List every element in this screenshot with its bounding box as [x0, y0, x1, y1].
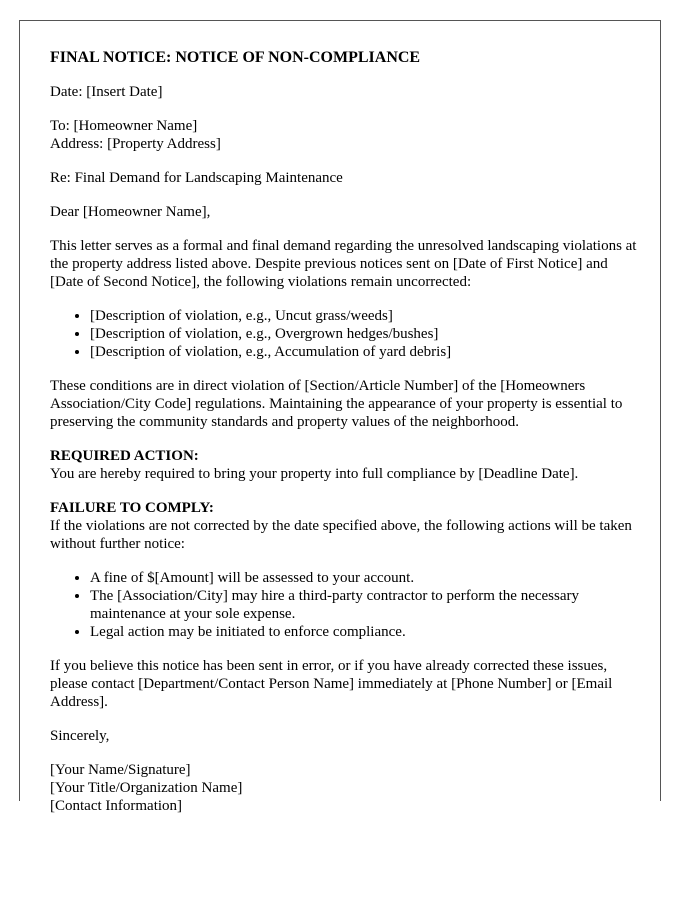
subject-line: Re: Final Demand for Landscaping Maintenance: [50, 170, 343, 186]
conditions-paragraph: These conditions are in direct violation of [Section/Article Number] of the [Homeowners Association/City Code] regulations. Maintaining the appearance of your property is essential to preserving the community standards and property values of the neighborhood.: [50, 378, 623, 430]
signature-block: [50, 761, 640, 815]
list-item: • [Description of violation, e.g., Uncut grass/weeds]: [90, 307, 640, 325]
letter-title: FINAL NOTICE: NOTICE OF NON-COMPLIANCE: [50, 49, 421, 66]
recipient-name: To: [Homeowner Name]: [50, 118, 198, 134]
list-item: • [Description of violation, e.g., Accumulation of yard debris]: [90, 343, 640, 361]
signature-name: [Your Name/Signature]: [50, 762, 191, 778]
letter-date: Date: [Insert Date]: [50, 84, 163, 100]
list-item: • [Description of violation, e.g., Overgrown hedges/bushes]: [90, 325, 640, 343]
closing: Sincerely,: [50, 728, 110, 744]
letter-body: [50, 49, 640, 831]
list-item: • A fine of $[Amount] will be assessed to your account.: [90, 569, 640, 587]
required-action-section: [50, 447, 640, 483]
intro-paragraph: This letter serves as a formal and final demand regarding the unresolved landscaping violations at the property address listed above. Despite previous notices sent on [Date of First Notice] and [Date of Second Notice], the following violations remain uncorrected:: [50, 238, 637, 290]
recipient-address: Address: [Property Address]: [50, 136, 221, 152]
failure-to-comply-text: If the violations are not corrected by the date specified above, the following actions will be taken without further notice:: [50, 518, 632, 552]
list-item: • Legal action may be initiated to enforce compliance.: [90, 623, 640, 641]
required-action-text: You are hereby required to bring your property into full compliance by [Deadline Date].: [50, 466, 579, 482]
signature-contact: [Contact Information]: [50, 798, 183, 814]
required-action-heading: REQUIRED ACTION:: [50, 448, 199, 464]
actions-list: [50, 569, 640, 641]
signature-title: [Your Title/Organization Name]: [50, 780, 243, 796]
list-item: • The [Association/City] may hire a third-party contractor to perform the necessary maintenance at your sole expense.: [90, 587, 640, 623]
failure-to-comply-heading: FAILURE TO COMPLY:: [50, 500, 214, 516]
failure-to-comply-section: [50, 499, 640, 553]
error-note-paragraph: If you believe this notice has been sent in error, or if you have already corrected these issues, please contact [Department/Contact Person Name] immediately at [Phone Number] or [Email Address].: [50, 658, 613, 710]
violations-list: [50, 307, 640, 361]
recipient-block: [50, 117, 640, 153]
salutation: Dear [Homeowner Name],: [50, 204, 211, 220]
letter-page: [19, 20, 661, 814]
